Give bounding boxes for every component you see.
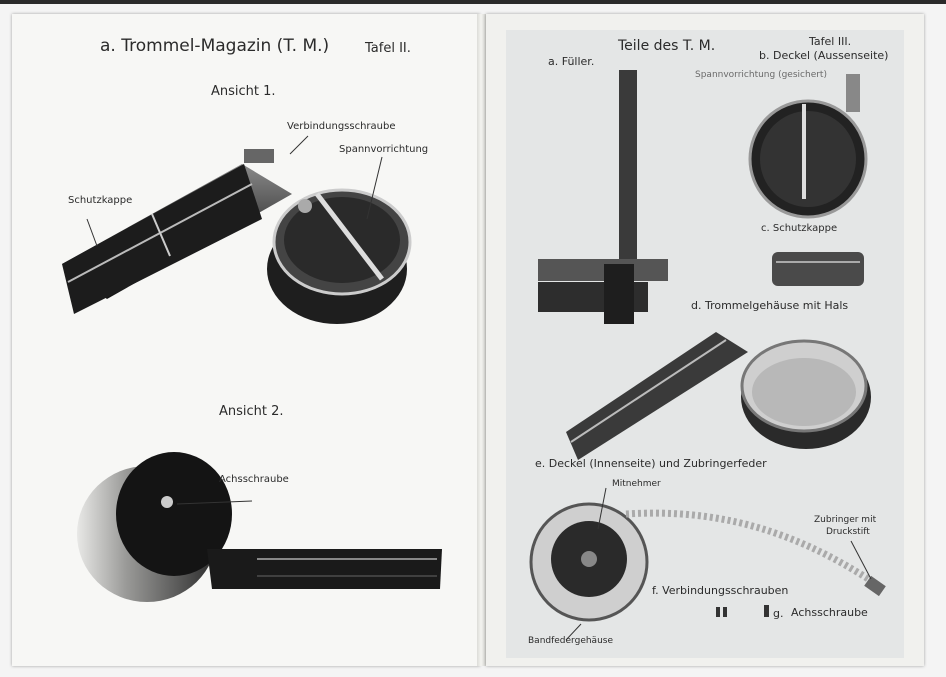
trommelgehaeuse-image: [566, 332, 871, 460]
label-schutzkappe: Schutzkappe: [68, 195, 133, 206]
right-page-title: Teile des T. M.: [618, 38, 716, 54]
label-spann-gesichert: Spannvorrichtung (gesichert): [695, 70, 827, 80]
label-g: g.: [773, 607, 784, 620]
label-zubringer-line2: Druckstift: [826, 527, 870, 537]
label-spannvorrichtung: Spannvorrichtung: [339, 144, 429, 155]
left-plate-number: Tafel II.: [365, 41, 411, 56]
right-page: [486, 14, 924, 666]
label-mitnehmer: Mitnehmer: [612, 479, 661, 489]
fueller-image: [538, 70, 668, 324]
label-zubringer-line1: Zubringer mit: [814, 515, 877, 525]
label-verbindungsschrauben: f. Verbindungsschrauben: [652, 584, 789, 597]
left-page-title: a. Trommel-Magazin (T. M.): [100, 36, 330, 56]
label-deckel-innen: e. Deckel (Innenseite) und Zubringerfeder: [535, 457, 767, 470]
deckel-aussen-image: [750, 74, 866, 217]
label-schutzkappe-right: c. Schutzkappe: [761, 223, 838, 234]
label-verbindungsschraube: Verbindungsschraube: [287, 121, 396, 132]
label-achsschraube-left: Achsschraube: [219, 474, 289, 485]
label-fueller: a. Füller.: [548, 55, 595, 68]
magazine-view1-image: [62, 149, 410, 324]
label-deckel-aussen: b. Deckel (Aussenseite): [759, 49, 889, 62]
view2-heading: Ansicht 2.: [219, 404, 284, 419]
label-bandfedergehaeuse: Bandfedergehäuse: [528, 636, 614, 646]
label-achsschraube-right: Achsschraube: [791, 606, 868, 619]
left-page: [12, 14, 480, 666]
top-edge-strip: [0, 0, 946, 4]
left-page-illustrations: [12, 14, 480, 666]
view1-heading: Ansicht 1.: [211, 84, 276, 99]
label-trommelgehaeuse: d. Trommelgehäuse mit Hals: [691, 299, 849, 312]
right-plate-number: Tafel III.: [809, 35, 852, 48]
right-page-illustrations: [486, 14, 924, 666]
schutzkappe-image: [772, 252, 864, 286]
